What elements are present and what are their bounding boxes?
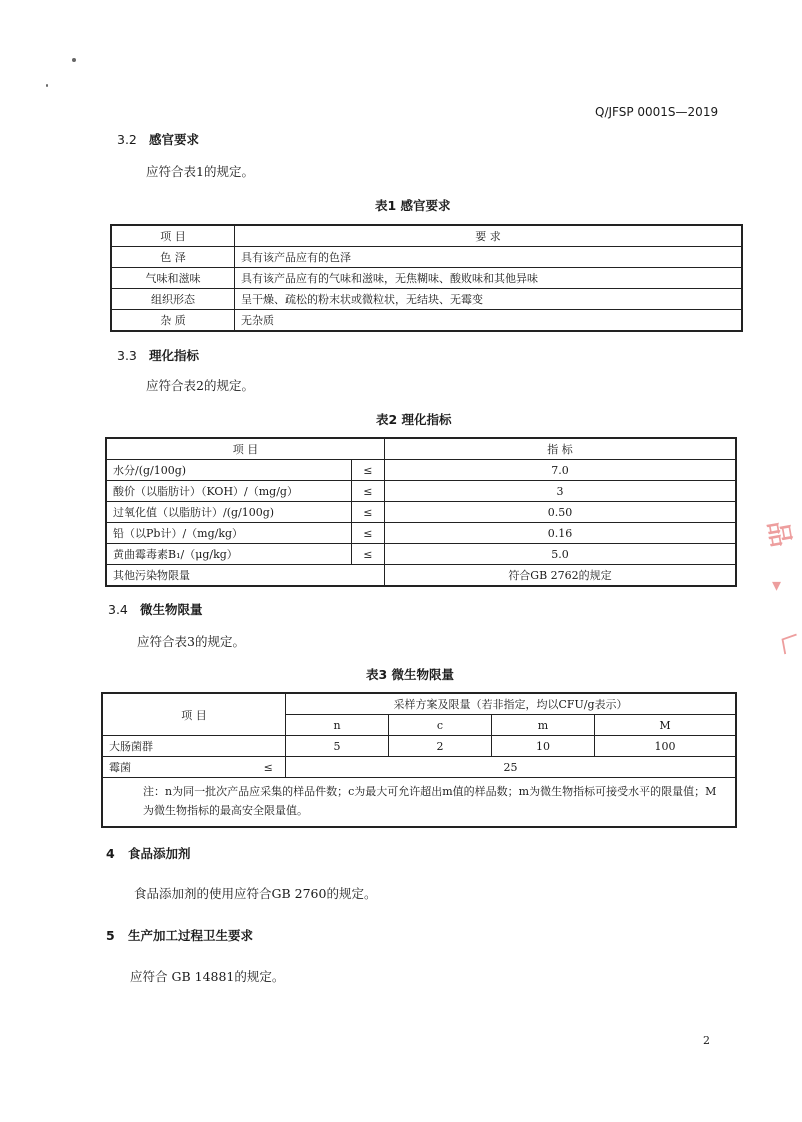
table-cell: 铅（以Pb计）/（mg/kg） xyxy=(106,523,351,544)
section-3-4-text: 应符合表3的规定。 xyxy=(137,634,245,649)
table-cell: 水分/(g/100g) xyxy=(106,460,351,481)
table-cell: 具有该产品应有的色泽 xyxy=(235,247,743,268)
table1-header-item: 项 目 xyxy=(111,225,235,247)
section-5-heading: 5 生产加工过程卫生要求 xyxy=(106,928,254,943)
table3-subheader-m: m xyxy=(492,715,595,736)
document-code: Q/JFSP 0001S—2019 xyxy=(595,105,719,119)
section-3-2-text: 应符合表1的规定。 xyxy=(146,164,254,179)
table-cell: 0.16 xyxy=(385,523,737,544)
section-3-3-text: 应符合表2的规定。 xyxy=(146,378,254,393)
table-cell: 5 xyxy=(286,736,389,757)
section-3-4-heading: 3.4 微生物限量 xyxy=(108,602,203,617)
table-cell: 大肠菌群 xyxy=(102,736,286,757)
section-4-heading: 4 食品添加剂 xyxy=(106,846,191,861)
table-cell: 3 xyxy=(385,481,737,502)
table1-header-req: 要 求 xyxy=(235,225,743,247)
table-cell: 2 xyxy=(389,736,492,757)
section-5-text: 应符合 GB 14881的规定。 xyxy=(130,969,285,984)
table2-header-value: 指 标 xyxy=(385,438,737,460)
table-cell: 具有该产品应有的气味和滋味，无焦糊味、酸败味和其他异味 xyxy=(235,268,743,289)
table3-subheader-n: n xyxy=(286,715,389,736)
table-cell: ≤ xyxy=(252,757,286,778)
table-cell: ≤ xyxy=(351,460,384,481)
table-cell: ≤ xyxy=(351,481,384,502)
table-cell: 其他污染物限量 xyxy=(106,565,385,587)
table-cell: 过氧化值（以脂肪计）/(g/100g) xyxy=(106,502,351,523)
table-cell: 无杂质 xyxy=(235,310,743,332)
section-4-text: 食品添加剂的使用应符合GB 2760的规定。 xyxy=(134,886,377,901)
table-cell: 符合GB 2762的规定 xyxy=(385,565,737,587)
table2 xyxy=(105,437,737,587)
table3-subheader-M: M xyxy=(595,715,737,736)
table3-header-item: 项 目 xyxy=(102,693,286,736)
table3-header-plan: 采样方案及限量（若非指定，均以CFU/g表示） xyxy=(286,693,737,715)
table3-caption: 表3 微生物限量 xyxy=(366,667,455,682)
table1-caption: 表1 感官要求 xyxy=(375,198,451,213)
scan-speck xyxy=(72,58,76,62)
table-cell: 气味和滋味 xyxy=(111,268,235,289)
table-cell: 黄曲霉毒素B₁/（μg/kg） xyxy=(106,544,351,565)
table-cell: 霉菌 xyxy=(102,757,252,778)
table-cell: 100 xyxy=(595,736,737,757)
table-cell: ≤ xyxy=(351,502,384,523)
table-cell: ≤ xyxy=(351,544,384,565)
section-3-3-heading: 3.3 理化指标 xyxy=(117,348,200,363)
table-cell: 25 xyxy=(286,757,737,778)
table3-subheader-c: c xyxy=(389,715,492,736)
table-cell: 酸价（以脂肪计）（KOH）/（mg/g） xyxy=(106,481,351,502)
table-cell: 5.0 xyxy=(385,544,737,565)
section-3-2-heading: 3.2 感官要求 xyxy=(117,132,200,147)
table-cell: 杂 质 xyxy=(111,310,235,332)
table2-header-item: 项 目 xyxy=(106,438,385,460)
table3-note: 注：n为同一批次产品应采集的样品件数；c为最大可允许超出m值的样品数；m为微生物指标可接受水平的限量值；M为微生物指标的最高安全限量值。 xyxy=(102,778,736,828)
table-cell: 色 泽 xyxy=(111,247,235,268)
table-cell: ≤ xyxy=(351,523,384,544)
table-cell: 0.50 xyxy=(385,502,737,523)
table2-caption: 表2 理化指标 xyxy=(376,412,452,427)
table-cell: 呈干燥、疏松的粉末状或微粒状，无结块、无霉变 xyxy=(235,289,743,310)
table-cell: 10 xyxy=(492,736,595,757)
table3 xyxy=(101,692,737,828)
table-cell: 组织形态 xyxy=(111,289,235,310)
stamp-fragment-icon: 品 xyxy=(761,518,796,550)
page-number: 2 xyxy=(703,1034,710,1047)
stamp-fragment-icon: 〈 xyxy=(763,621,799,658)
stamp-fragment-icon: ▾ xyxy=(772,575,782,596)
table1 xyxy=(110,224,743,332)
scan-speck xyxy=(46,84,48,87)
table-cell: 7.0 xyxy=(385,460,737,481)
